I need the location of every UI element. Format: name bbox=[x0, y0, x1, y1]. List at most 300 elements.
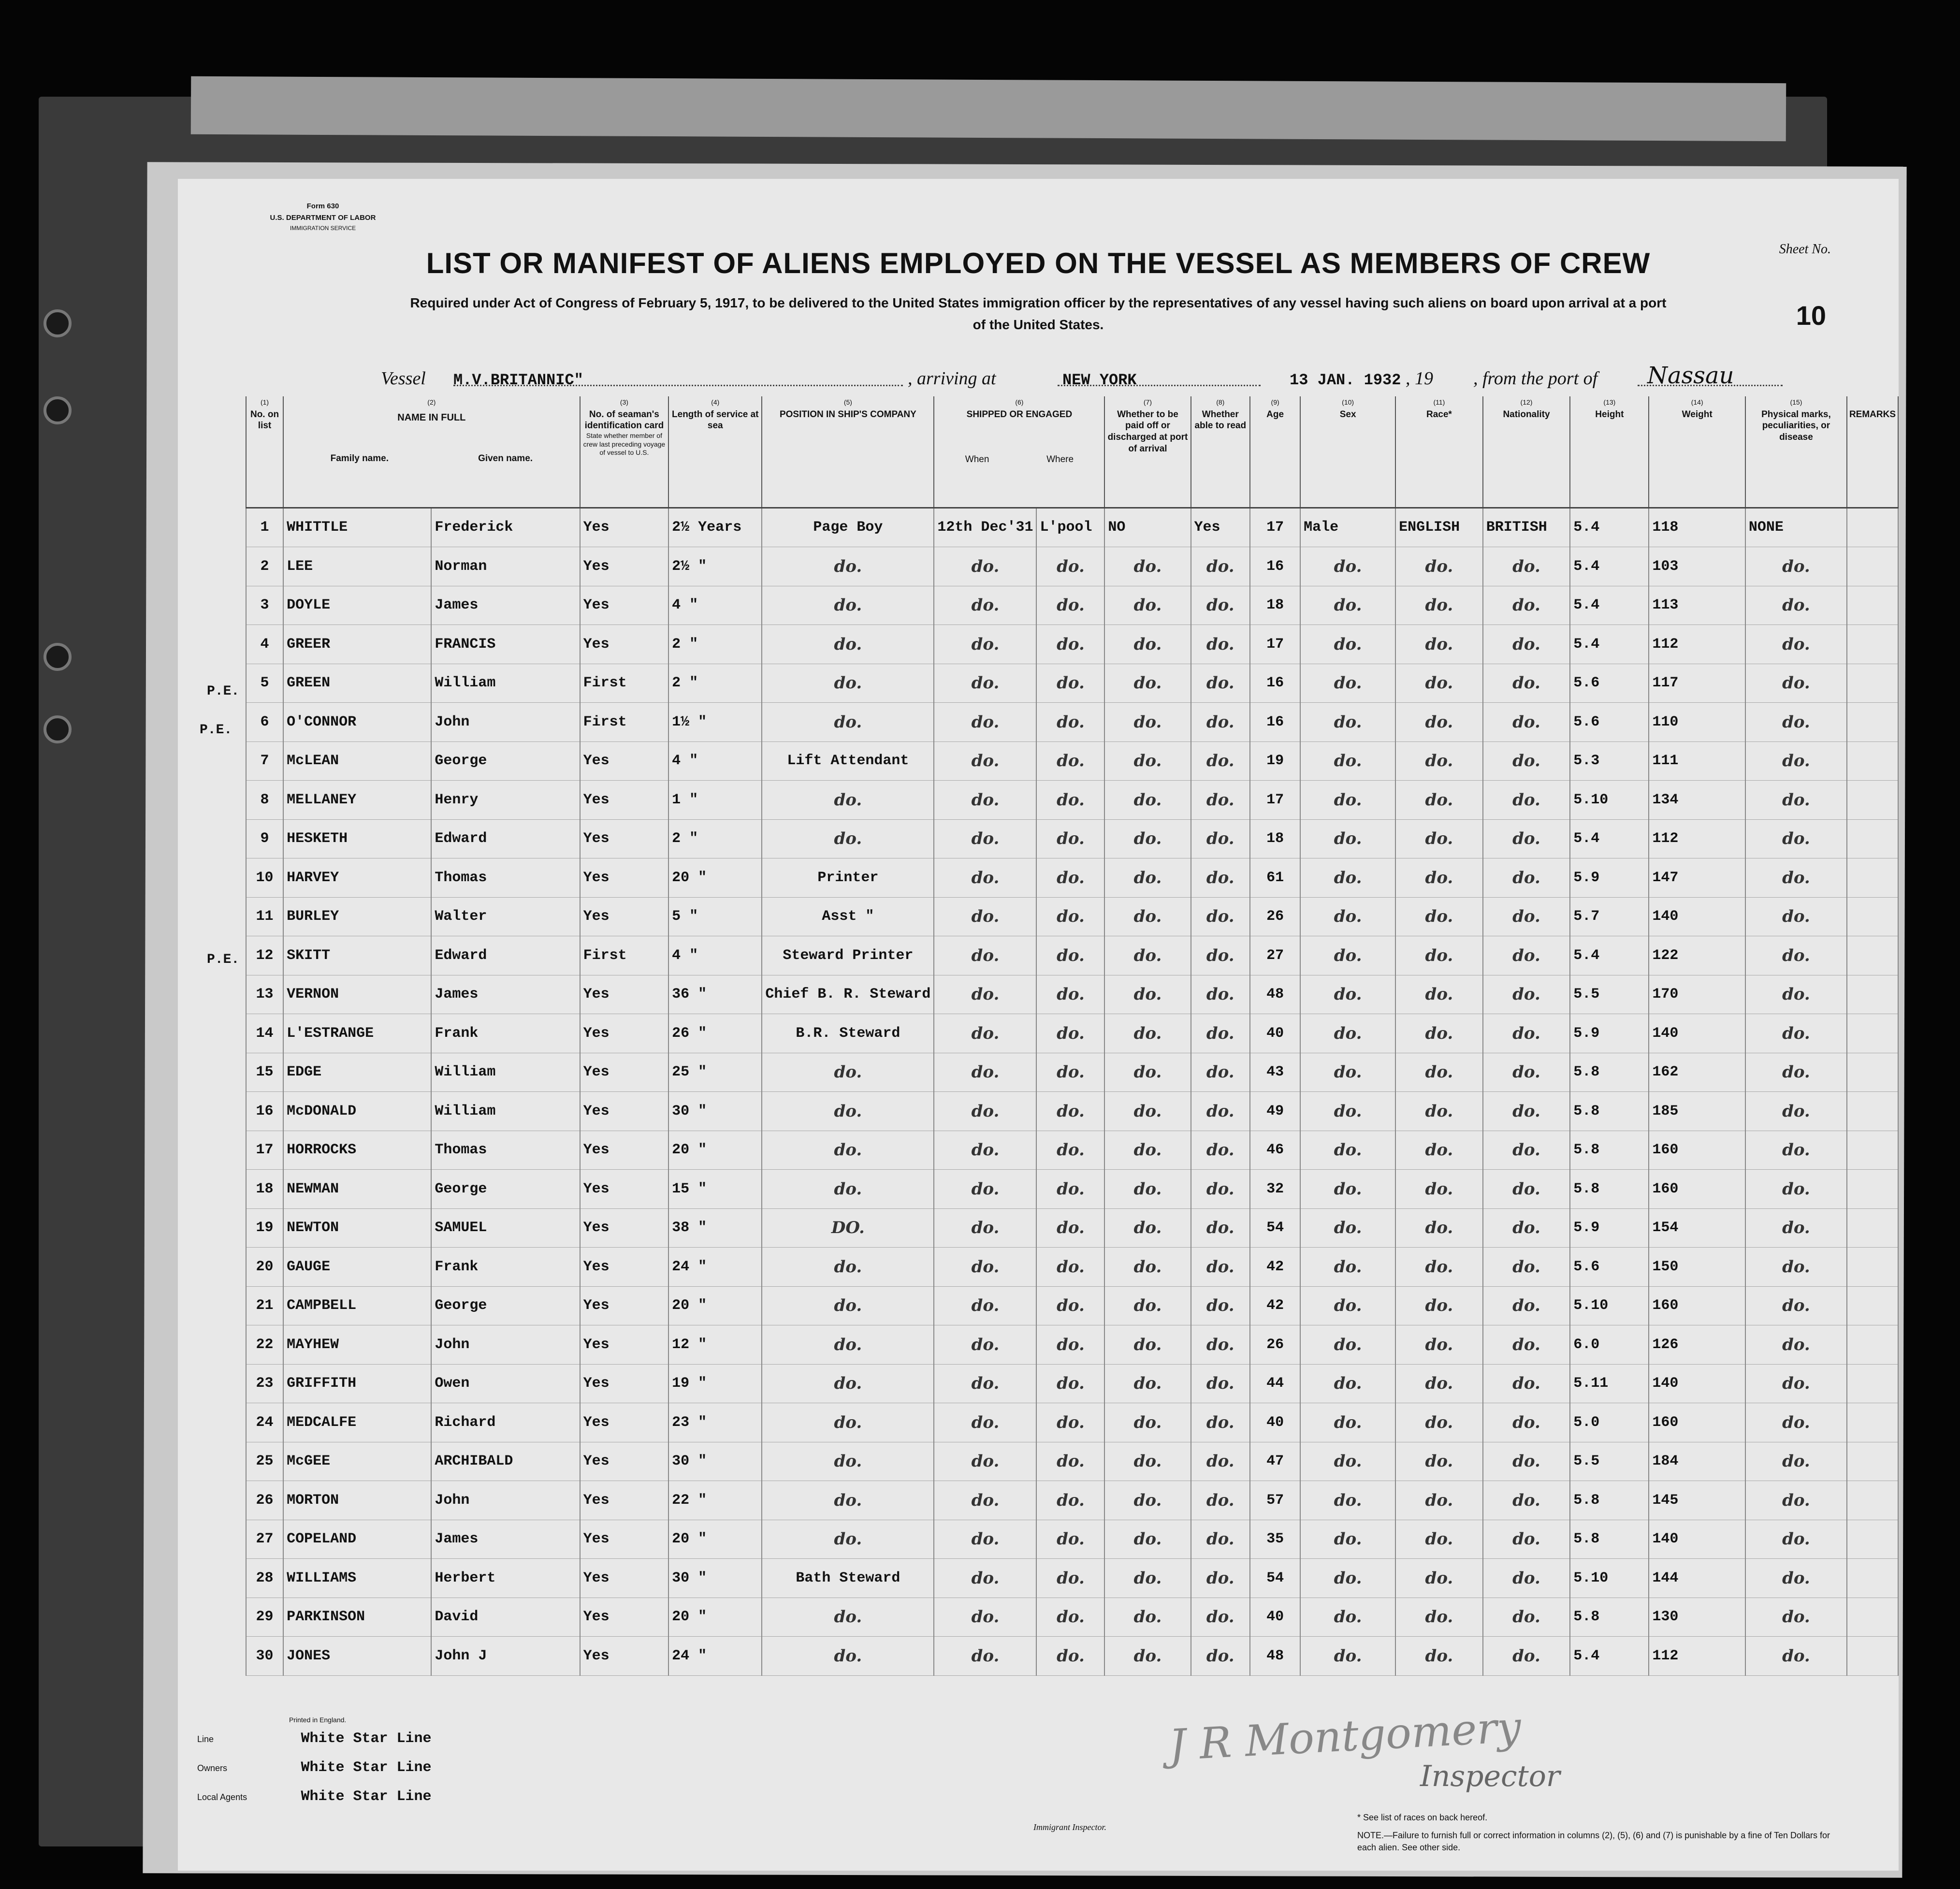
cell-nationality: do. bbox=[1483, 1053, 1570, 1092]
cell-row-number: 24 bbox=[246, 1403, 283, 1442]
cell-given-name: Edward bbox=[431, 819, 580, 858]
col-header-where: Where bbox=[1046, 454, 1074, 465]
cell-weight: 126 bbox=[1649, 1325, 1745, 1365]
cell-sex: do. bbox=[1300, 1286, 1395, 1325]
binder-hole-icon bbox=[44, 715, 72, 743]
cell-paid-off: do. bbox=[1104, 1325, 1191, 1365]
cell-given-name: Edward bbox=[431, 936, 580, 975]
cell-service-length: 20 " bbox=[668, 858, 762, 898]
cell-height: 5.4 bbox=[1570, 625, 1649, 664]
cell-shipped-where: do. bbox=[1036, 1637, 1104, 1676]
cell-weight: 112 bbox=[1649, 819, 1745, 858]
form-number: Form 630 bbox=[306, 202, 339, 210]
cell-shipped-when: do. bbox=[934, 781, 1036, 820]
cell-position: B.R. Steward bbox=[762, 1014, 934, 1053]
cell-nationality: do. bbox=[1483, 1364, 1570, 1403]
cell-given-name: David bbox=[431, 1598, 580, 1637]
cell-weight: 185 bbox=[1649, 1092, 1745, 1131]
cell-position: do. bbox=[762, 819, 934, 858]
cell-service-length: 12 " bbox=[668, 1325, 762, 1365]
cell-physical-marks: do. bbox=[1745, 1170, 1847, 1209]
cell-nationality: do. bbox=[1483, 1598, 1570, 1637]
cell-position: Lift Attendant bbox=[762, 741, 934, 781]
cell-shipped-when: do. bbox=[934, 897, 1036, 936]
cell-height: 5.4 bbox=[1570, 819, 1649, 858]
cell-shipped-where: do. bbox=[1036, 1131, 1104, 1170]
cell-race: do. bbox=[1395, 1559, 1483, 1598]
cell-given-name: Frank bbox=[431, 1248, 580, 1287]
cell-remarks bbox=[1847, 1248, 1898, 1287]
cell-race: do. bbox=[1395, 1598, 1483, 1637]
cell-nationality: do. bbox=[1483, 1170, 1570, 1209]
cell-service-length: 36 " bbox=[668, 975, 762, 1014]
cell-race: do. bbox=[1395, 1248, 1483, 1287]
cell-shipped-when: do. bbox=[934, 1053, 1036, 1092]
table-row bbox=[246, 1014, 1898, 1053]
cell-age: 48 bbox=[1250, 1637, 1300, 1676]
agents-value: White Star Line bbox=[301, 1788, 432, 1805]
cell-weight: 140 bbox=[1649, 1364, 1745, 1403]
cell-row-number: 26 bbox=[246, 1481, 283, 1520]
cell-able-to-read: do. bbox=[1191, 703, 1250, 742]
cell-nationality: do. bbox=[1483, 1520, 1570, 1559]
cell-service-length: 20 " bbox=[668, 1131, 762, 1170]
cell-given-name: Thomas bbox=[431, 1131, 580, 1170]
cell-id-card: Yes bbox=[580, 1286, 669, 1325]
cell-id-card: Yes bbox=[580, 781, 669, 820]
table-row bbox=[246, 586, 1898, 625]
cell-remarks bbox=[1847, 1092, 1898, 1131]
cell-position: do. bbox=[762, 1520, 934, 1559]
col-header-race: (11) Race* bbox=[1395, 396, 1483, 508]
cell-weight: 145 bbox=[1649, 1481, 1745, 1520]
department-name: U.S. DEPARTMENT OF LABOR bbox=[270, 214, 376, 222]
arriving-label: , arriving at bbox=[908, 368, 996, 389]
cell-given-name: James bbox=[431, 1520, 580, 1559]
cell-paid-off: NO bbox=[1104, 508, 1191, 547]
cell-family-name: EDGE bbox=[283, 1053, 431, 1092]
cell-shipped-where: do. bbox=[1036, 1208, 1104, 1248]
cell-family-name: L'ESTRANGE bbox=[283, 1014, 431, 1053]
cell-given-name: William bbox=[431, 1092, 580, 1131]
vessel-label: Vessel bbox=[381, 368, 426, 389]
cell-given-name: James bbox=[431, 975, 580, 1014]
cell-weight: 140 bbox=[1649, 1520, 1745, 1559]
cell-weight: 113 bbox=[1649, 586, 1745, 625]
cell-sex: do. bbox=[1300, 1208, 1395, 1248]
cell-given-name: John bbox=[431, 1481, 580, 1520]
cell-service-length: 24 " bbox=[668, 1637, 762, 1676]
cell-paid-off: do. bbox=[1104, 586, 1191, 625]
cell-shipped-when: 12th Dec'31 bbox=[934, 508, 1036, 547]
cell-shipped-where: do. bbox=[1036, 858, 1104, 898]
cell-family-name: LEE bbox=[283, 547, 431, 586]
cell-position: do. bbox=[762, 1364, 934, 1403]
cell-nationality: do. bbox=[1483, 741, 1570, 781]
cell-remarks bbox=[1847, 1170, 1898, 1209]
cell-id-card: Yes bbox=[580, 897, 669, 936]
cell-weight: 184 bbox=[1649, 1442, 1745, 1481]
cell-able-to-read: do. bbox=[1191, 1520, 1250, 1559]
cell-position: DO. bbox=[762, 1208, 934, 1248]
cell-given-name: George bbox=[431, 1170, 580, 1209]
cell-shipped-when: do. bbox=[934, 1248, 1036, 1287]
cell-sex: do. bbox=[1300, 1248, 1395, 1287]
cell-race: do. bbox=[1395, 625, 1483, 664]
cell-shipped-where: L'pool bbox=[1036, 508, 1104, 547]
cell-family-name: MELLANEY bbox=[283, 781, 431, 820]
cell-row-number: 14 bbox=[246, 1014, 283, 1053]
table-row bbox=[246, 625, 1898, 664]
cell-physical-marks: do. bbox=[1745, 1131, 1847, 1170]
cell-family-name: NEWTON bbox=[283, 1208, 431, 1248]
cell-age: 17 bbox=[1250, 625, 1300, 664]
cell-able-to-read: do. bbox=[1191, 1598, 1250, 1637]
cell-able-to-read: do. bbox=[1191, 1559, 1250, 1598]
cell-able-to-read: do. bbox=[1191, 819, 1250, 858]
cell-id-card: Yes bbox=[580, 1364, 669, 1403]
cell-able-to-read: do. bbox=[1191, 1053, 1250, 1092]
cell-position: do. bbox=[762, 1092, 934, 1131]
cell-age: 18 bbox=[1250, 819, 1300, 858]
cell-service-length: 20 " bbox=[668, 1286, 762, 1325]
cell-row-number: 15 bbox=[246, 1053, 283, 1092]
cell-nationality: do. bbox=[1483, 975, 1570, 1014]
cell-remarks bbox=[1847, 975, 1898, 1014]
cell-race: do. bbox=[1395, 1014, 1483, 1053]
cell-race: do. bbox=[1395, 1286, 1483, 1325]
cell-nationality: do. bbox=[1483, 625, 1570, 664]
cell-shipped-where: do. bbox=[1036, 1325, 1104, 1365]
cell-weight: 140 bbox=[1649, 897, 1745, 936]
cell-remarks bbox=[1847, 586, 1898, 625]
cell-shipped-where: do. bbox=[1036, 664, 1104, 703]
cell-remarks bbox=[1847, 1208, 1898, 1248]
cell-race: do. bbox=[1395, 664, 1483, 703]
cell-paid-off: do. bbox=[1104, 819, 1191, 858]
cell-race: do. bbox=[1395, 1364, 1483, 1403]
cell-family-name: BURLEY bbox=[283, 897, 431, 936]
cell-remarks bbox=[1847, 819, 1898, 858]
cell-given-name: Walter bbox=[431, 897, 580, 936]
cell-able-to-read: do. bbox=[1191, 547, 1250, 586]
cell-physical-marks: do. bbox=[1745, 1092, 1847, 1131]
col-header-age: (9) Age bbox=[1250, 396, 1300, 508]
crew-rows bbox=[246, 508, 1898, 1675]
cell-position: do. bbox=[762, 1286, 934, 1325]
col-header-paid-off: (7) Whether to be paid off or discharged at port of arrival bbox=[1104, 396, 1191, 508]
cell-paid-off: do. bbox=[1104, 1092, 1191, 1131]
cell-physical-marks: do. bbox=[1745, 1248, 1847, 1287]
cell-nationality: do. bbox=[1483, 586, 1570, 625]
cell-age: 26 bbox=[1250, 897, 1300, 936]
cell-shipped-when: do. bbox=[934, 1131, 1036, 1170]
cell-age: 27 bbox=[1250, 936, 1300, 975]
cell-service-length: 2½ " bbox=[668, 547, 762, 586]
cell-able-to-read: do. bbox=[1191, 1131, 1250, 1170]
cell-able-to-read: do. bbox=[1191, 1014, 1250, 1053]
cell-family-name: HESKETH bbox=[283, 819, 431, 858]
cell-given-name: John J bbox=[431, 1637, 580, 1676]
cell-physical-marks: do. bbox=[1745, 547, 1847, 586]
cell-shipped-where: do. bbox=[1036, 975, 1104, 1014]
table-row bbox=[246, 936, 1898, 975]
cell-shipped-where: do. bbox=[1036, 1053, 1104, 1092]
cell-id-card: Yes bbox=[580, 858, 669, 898]
cell-shipped-when: do. bbox=[934, 1520, 1036, 1559]
cell-race: do. bbox=[1395, 586, 1483, 625]
cell-shipped-where: do. bbox=[1036, 781, 1104, 820]
cell-row-number: 4 bbox=[246, 625, 283, 664]
cell-weight: 111 bbox=[1649, 741, 1745, 781]
cell-shipped-where: do. bbox=[1036, 625, 1104, 664]
col-header-shipped: (6) SHIPPED OR ENGAGED When Where bbox=[934, 396, 1104, 508]
cell-shipped-where: do. bbox=[1036, 936, 1104, 975]
cell-race: do. bbox=[1395, 819, 1483, 858]
cell-sex: do. bbox=[1300, 781, 1395, 820]
col-header-remarks: REMARKS bbox=[1847, 396, 1898, 508]
cell-remarks bbox=[1847, 547, 1898, 586]
cell-height: 5.10 bbox=[1570, 1286, 1649, 1325]
cell-position: do. bbox=[762, 547, 934, 586]
cell-nationality: do. bbox=[1483, 703, 1570, 742]
cell-given-name: Frank bbox=[431, 1014, 580, 1053]
cell-able-to-read: do. bbox=[1191, 1637, 1250, 1676]
cell-remarks bbox=[1847, 1559, 1898, 1598]
cell-race: do. bbox=[1395, 703, 1483, 742]
cell-service-length: 30 " bbox=[668, 1559, 762, 1598]
cell-id-card: Yes bbox=[580, 1208, 669, 1248]
cell-able-to-read: do. bbox=[1191, 1403, 1250, 1442]
cell-able-to-read: do. bbox=[1191, 1248, 1250, 1287]
cell-physical-marks: do. bbox=[1745, 897, 1847, 936]
cell-given-name: William bbox=[431, 1053, 580, 1092]
fine-note: NOTE.—Failure to furnish full or correct information in columns (2), (5), (6) and (7) is punishable by a fine of Ten Dollars for each alien. See other side. bbox=[1357, 1831, 1830, 1853]
cell-position: Printer bbox=[762, 858, 934, 898]
cell-nationality: do. bbox=[1483, 819, 1570, 858]
cell-physical-marks: do. bbox=[1745, 819, 1847, 858]
cell-shipped-when: do. bbox=[934, 625, 1036, 664]
cell-weight: 144 bbox=[1649, 1559, 1745, 1598]
table-row bbox=[246, 1520, 1898, 1559]
cell-row-number: 2 bbox=[246, 547, 283, 586]
cell-id-card: First bbox=[580, 703, 669, 742]
vessel-line bbox=[381, 360, 1783, 389]
cell-position: do. bbox=[762, 781, 934, 820]
cell-sex: do. bbox=[1300, 1092, 1395, 1131]
cell-row-number: 10 bbox=[246, 858, 283, 898]
owners-label: Owners bbox=[197, 1763, 228, 1773]
arrival-date: 13 JAN. 1932 bbox=[1290, 371, 1401, 389]
inspector-signature: J R Montgomery bbox=[1167, 1701, 1523, 1771]
cell-remarks bbox=[1847, 1637, 1898, 1676]
cell-height: 5.11 bbox=[1570, 1364, 1649, 1403]
cell-shipped-where: do. bbox=[1036, 1403, 1104, 1442]
cell-shipped-where: do. bbox=[1036, 1481, 1104, 1520]
year-label: , 19 bbox=[1406, 368, 1433, 389]
cell-shipped-when: do. bbox=[934, 1364, 1036, 1403]
cell-remarks bbox=[1847, 858, 1898, 898]
cell-sex: do. bbox=[1300, 975, 1395, 1014]
cell-race: do. bbox=[1395, 897, 1483, 936]
cell-sex: do. bbox=[1300, 858, 1395, 898]
cell-height: 5.4 bbox=[1570, 508, 1649, 547]
cell-family-name: HORROCKS bbox=[283, 1131, 431, 1170]
cell-age: 54 bbox=[1250, 1559, 1300, 1598]
cell-race: do. bbox=[1395, 1131, 1483, 1170]
service-name: IMMIGRATION SERVICE bbox=[290, 225, 356, 232]
cell-family-name: GRIFFITH bbox=[283, 1364, 431, 1403]
cell-family-name: MORTON bbox=[283, 1481, 431, 1520]
cell-id-card: Yes bbox=[580, 819, 669, 858]
manifest-page bbox=[178, 179, 1899, 1871]
cell-row-number: 11 bbox=[246, 897, 283, 936]
cell-sex: do. bbox=[1300, 625, 1395, 664]
cell-nationality: do. bbox=[1483, 1131, 1570, 1170]
cell-family-name: JONES bbox=[283, 1637, 431, 1676]
cell-shipped-where: do. bbox=[1036, 703, 1104, 742]
cell-sex: do. bbox=[1300, 936, 1395, 975]
cell-family-name: DOYLE bbox=[283, 586, 431, 625]
cell-race: do. bbox=[1395, 1403, 1483, 1442]
table-row bbox=[246, 781, 1898, 820]
cell-remarks bbox=[1847, 781, 1898, 820]
cell-able-to-read: do. bbox=[1191, 741, 1250, 781]
cell-shipped-when: do. bbox=[934, 664, 1036, 703]
cell-physical-marks: do. bbox=[1745, 1053, 1847, 1092]
cell-paid-off: do. bbox=[1104, 1598, 1191, 1637]
cell-shipped-where: do. bbox=[1036, 1170, 1104, 1209]
cell-paid-off: do. bbox=[1104, 1403, 1191, 1442]
cell-shipped-where: do. bbox=[1036, 1559, 1104, 1598]
cell-row-number: 23 bbox=[246, 1364, 283, 1403]
cell-shipped-where: do. bbox=[1036, 1442, 1104, 1481]
cell-age: 16 bbox=[1250, 547, 1300, 586]
cell-given-name: William bbox=[431, 664, 580, 703]
cell-remarks bbox=[1847, 1286, 1898, 1325]
cell-id-card: Yes bbox=[580, 1248, 669, 1287]
cell-age: 16 bbox=[1250, 703, 1300, 742]
cell-row-number: 25 bbox=[246, 1442, 283, 1481]
cell-nationality: BRITISH bbox=[1483, 508, 1570, 547]
cell-sex: do. bbox=[1300, 741, 1395, 781]
binder-hole-icon bbox=[44, 643, 72, 671]
cell-shipped-when: do. bbox=[934, 1286, 1036, 1325]
cell-age: 44 bbox=[1250, 1364, 1300, 1403]
cell-id-card: Yes bbox=[580, 1559, 669, 1598]
cell-sex: do. bbox=[1300, 547, 1395, 586]
cell-id-card: Yes bbox=[580, 1170, 669, 1209]
cell-shipped-where: do. bbox=[1036, 586, 1104, 625]
cell-family-name: McLEAN bbox=[283, 741, 431, 781]
cell-weight: 112 bbox=[1649, 1637, 1745, 1676]
cell-physical-marks: do. bbox=[1745, 936, 1847, 975]
cell-able-to-read: do. bbox=[1191, 586, 1250, 625]
cell-shipped-when: do. bbox=[934, 819, 1036, 858]
cell-given-name: FRANCIS bbox=[431, 625, 580, 664]
table-row bbox=[246, 1442, 1898, 1481]
cell-paid-off: do. bbox=[1104, 975, 1191, 1014]
cell-physical-marks: do. bbox=[1745, 1559, 1847, 1598]
cell-position: do. bbox=[762, 1131, 934, 1170]
table-row bbox=[246, 1481, 1898, 1520]
cell-service-length: 2 " bbox=[668, 625, 762, 664]
cell-family-name: McDONALD bbox=[283, 1092, 431, 1131]
cell-height: 5.3 bbox=[1570, 741, 1649, 781]
cell-age: 19 bbox=[1250, 741, 1300, 781]
from-port: Nassau bbox=[1647, 362, 1734, 389]
cell-height: 5.5 bbox=[1570, 1442, 1649, 1481]
table-row bbox=[246, 975, 1898, 1014]
cell-race: do. bbox=[1395, 1637, 1483, 1676]
cell-row-number: 21 bbox=[246, 1286, 283, 1325]
immigrant-inspector-label: Immigrant Inspector. bbox=[1033, 1822, 1106, 1832]
cell-remarks bbox=[1847, 1403, 1898, 1442]
cell-position: do. bbox=[762, 1598, 934, 1637]
cell-age: 47 bbox=[1250, 1442, 1300, 1481]
cell-physical-marks: do. bbox=[1745, 1637, 1847, 1676]
cell-height: 5.6 bbox=[1570, 664, 1649, 703]
cell-given-name: John bbox=[431, 1325, 580, 1365]
cell-service-length: 2 " bbox=[668, 819, 762, 858]
cell-given-name: George bbox=[431, 741, 580, 781]
cell-remarks bbox=[1847, 1364, 1898, 1403]
owners-row bbox=[197, 1759, 432, 1776]
table-row bbox=[246, 1131, 1898, 1170]
cell-age: 40 bbox=[1250, 1598, 1300, 1637]
cell-paid-off: do. bbox=[1104, 1131, 1191, 1170]
cell-row-number: 5 bbox=[246, 664, 283, 703]
cell-height: 5.4 bbox=[1570, 936, 1649, 975]
cell-given-name: James bbox=[431, 586, 580, 625]
table-row bbox=[246, 1248, 1898, 1287]
cell-physical-marks: do. bbox=[1745, 1520, 1847, 1559]
pe-mark: P.E. bbox=[207, 684, 240, 699]
cell-age: 54 bbox=[1250, 1208, 1300, 1248]
cell-age: 42 bbox=[1250, 1248, 1300, 1287]
cell-id-card: Yes bbox=[580, 1014, 669, 1053]
cell-sex: do. bbox=[1300, 1481, 1395, 1520]
cell-position: do. bbox=[762, 1403, 934, 1442]
cell-nationality: do. bbox=[1483, 1286, 1570, 1325]
cell-position: Chief B. R. Steward bbox=[762, 975, 934, 1014]
pe-mark: P.E. bbox=[200, 723, 232, 738]
cell-family-name: GREER bbox=[283, 625, 431, 664]
cell-physical-marks: do. bbox=[1745, 1364, 1847, 1403]
cell-nationality: do. bbox=[1483, 1208, 1570, 1248]
col-header-physical-marks: (15) Physical marks, peculiarities, or disease bbox=[1745, 396, 1847, 508]
cell-height: 5.4 bbox=[1570, 586, 1649, 625]
cell-able-to-read: do. bbox=[1191, 1364, 1250, 1403]
cell-able-to-read: do. bbox=[1191, 625, 1250, 664]
cell-service-length: 38 " bbox=[668, 1208, 762, 1248]
cell-weight: 134 bbox=[1649, 781, 1745, 820]
cell-paid-off: do. bbox=[1104, 664, 1191, 703]
cell-service-length: 30 " bbox=[668, 1442, 762, 1481]
cell-service-length: 4 " bbox=[668, 586, 762, 625]
cell-weight: 130 bbox=[1649, 1598, 1745, 1637]
cell-id-card: Yes bbox=[580, 741, 669, 781]
cell-shipped-when: do. bbox=[934, 1208, 1036, 1248]
cell-service-length: 5 " bbox=[668, 897, 762, 936]
cell-physical-marks: do. bbox=[1745, 1598, 1847, 1637]
cell-age: 49 bbox=[1250, 1092, 1300, 1131]
cell-paid-off: do. bbox=[1104, 1286, 1191, 1325]
cell-paid-off: do. bbox=[1104, 741, 1191, 781]
cell-shipped-where: do. bbox=[1036, 1014, 1104, 1053]
cell-id-card: Yes bbox=[580, 1131, 669, 1170]
cell-position: do. bbox=[762, 1053, 934, 1092]
